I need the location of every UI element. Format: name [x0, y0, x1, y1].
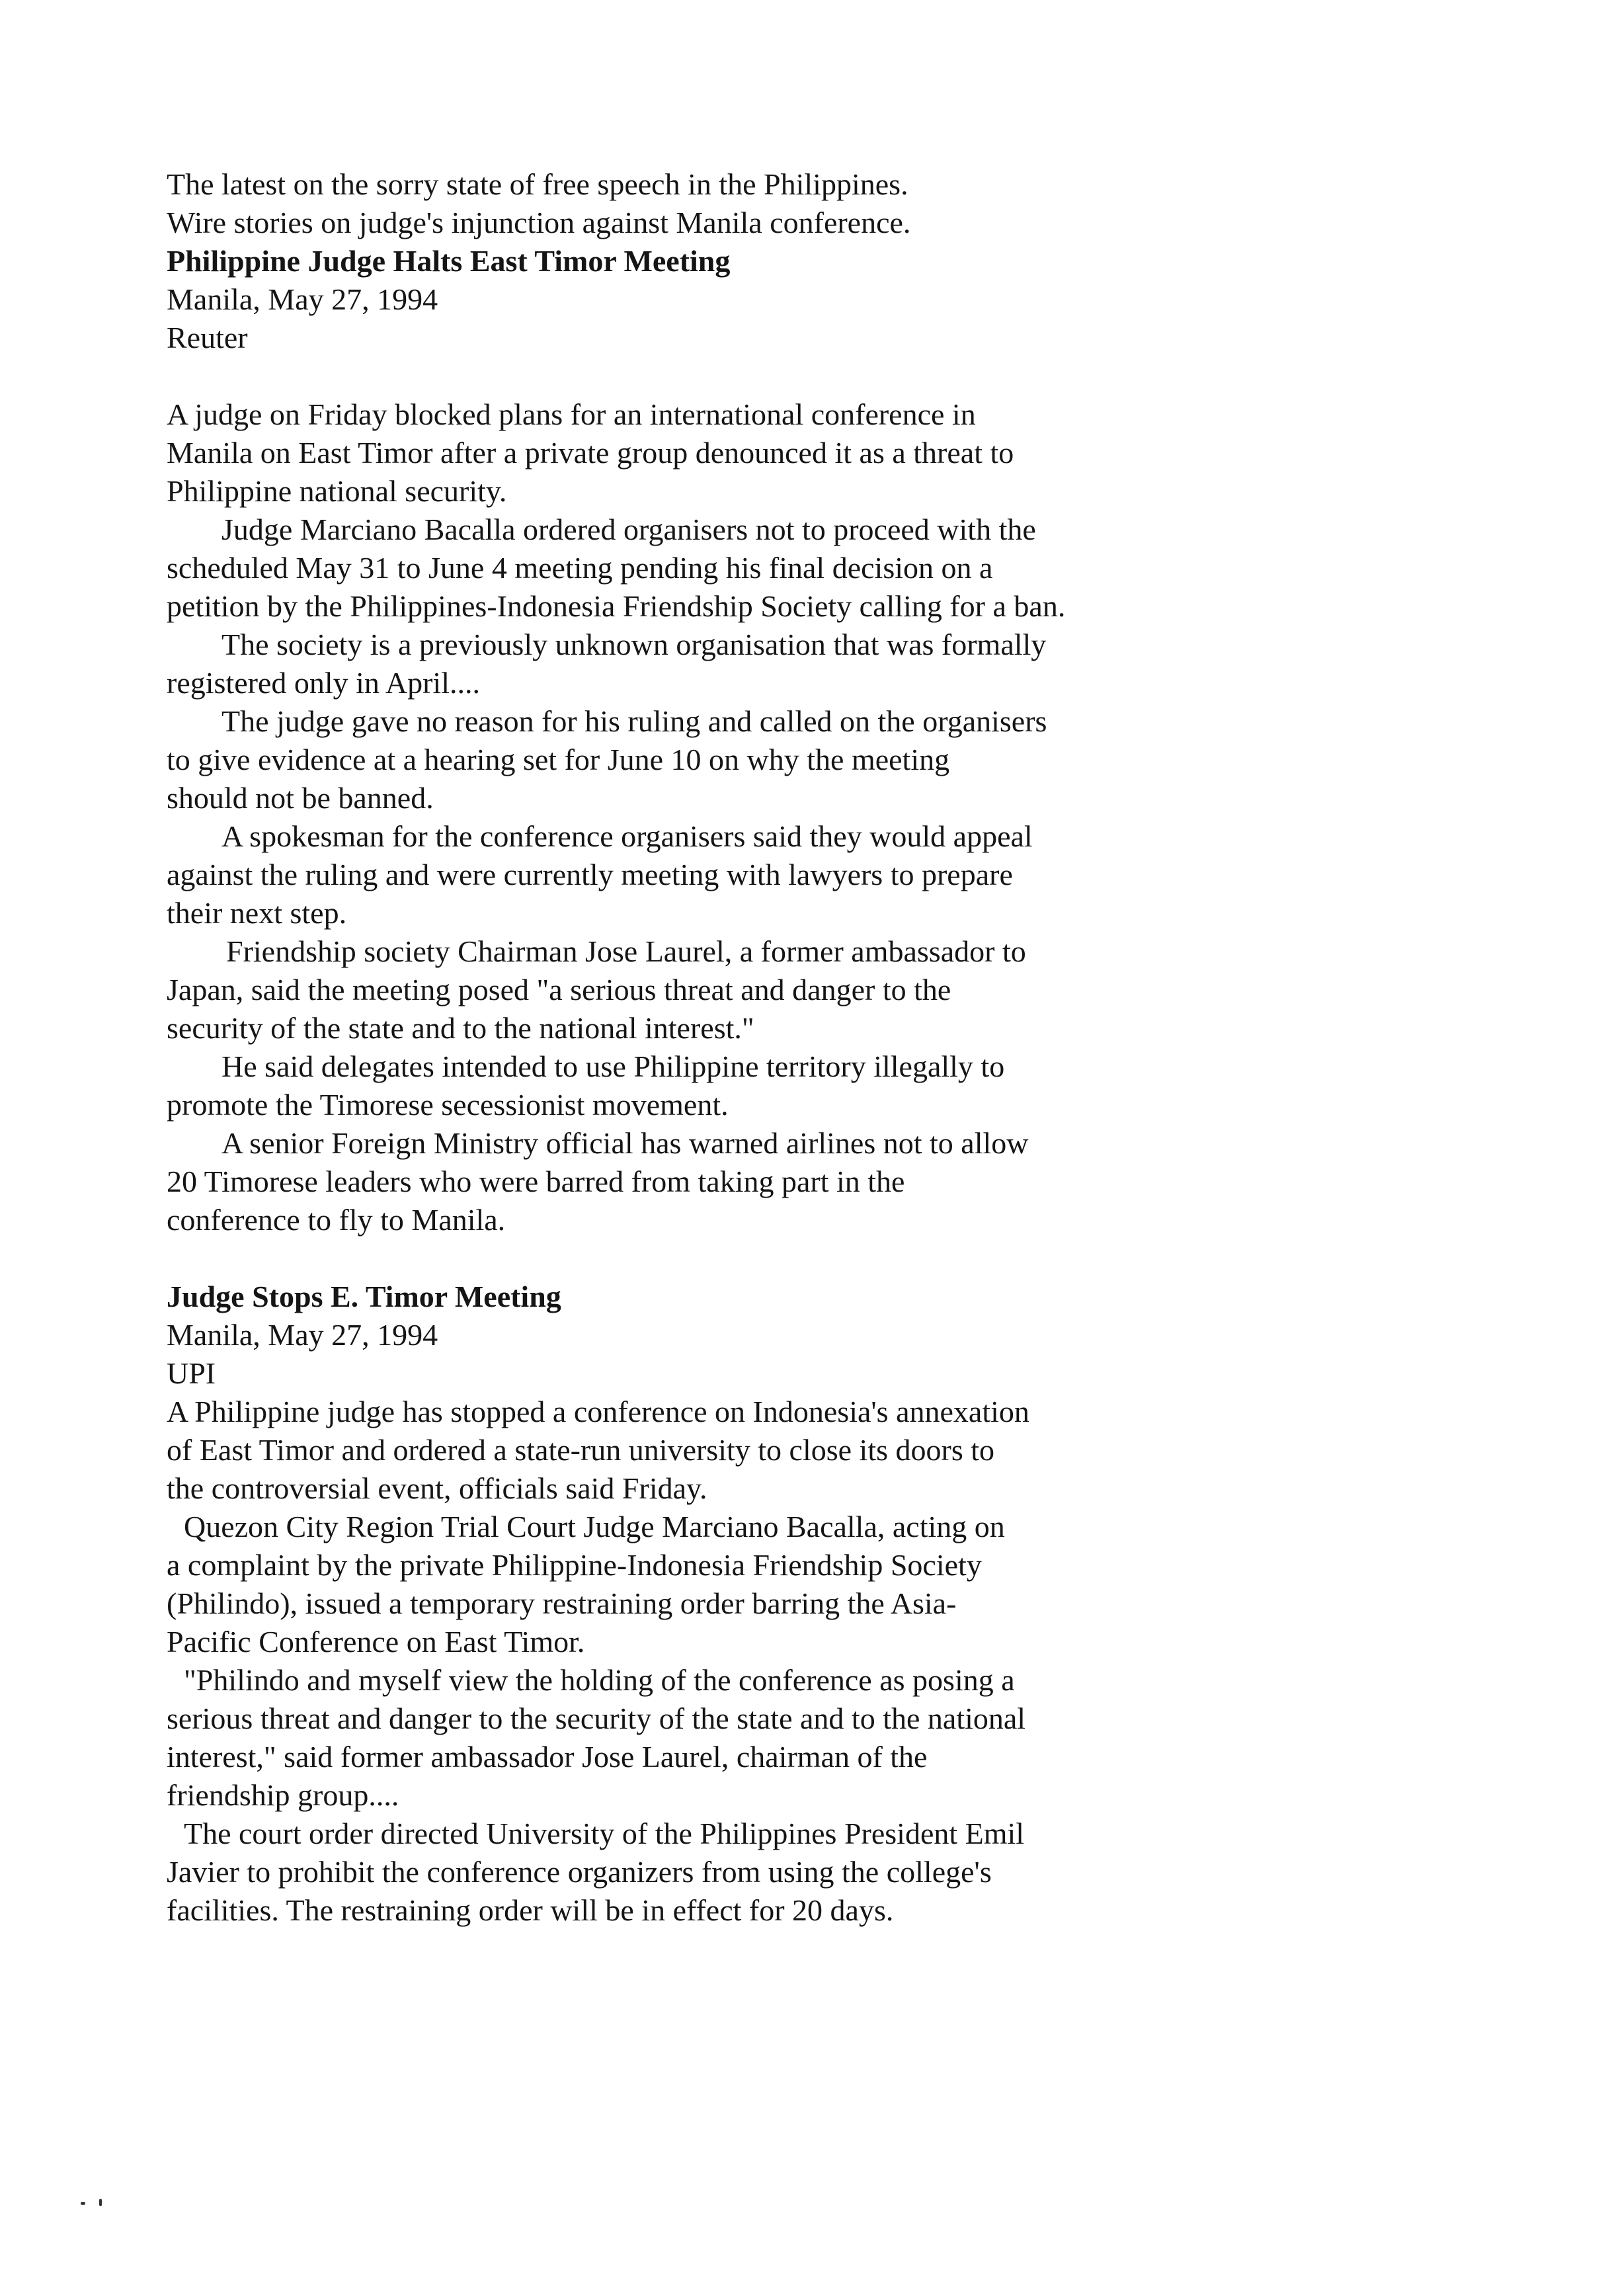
story1-dateline: Manila, May 27, 1994 — [167, 282, 438, 316]
story2-paragraph: Quezon City Region Trial Court Judge Marciano Bacalla, acting on a complaint by the private Philippine-Indonesia Friendship Society (Philindo), issued a temporary restraining order barring the Asia- Pacific Conference on East Timor. — [167, 1510, 1005, 1659]
intro-line: The latest on the sorry state of free speech in the Philippines. — [167, 167, 908, 201]
story1-source: Reuter — [167, 321, 248, 354]
story2-paragraph: "Philindo and myself view the holding of the conference as posing a serious threat and danger to the security of the state and to the national interest," said former ambassador Jose Laurel, chairman of the friendship group.... — [167, 1663, 1026, 1812]
intro-line: Wire stories on judge's injunction against Manila conference. — [167, 206, 911, 239]
story2-paragraph: The court order directed University of the Philippines President Emil Javier to prohibit the conference organizers from using the college's facilities. The restraining order will be in effect for 20 days. — [167, 1817, 1025, 1927]
document-page — [167, 165, 1410, 1930]
story2-headline: Judge Stops E. Timor Meeting — [167, 1280, 561, 1313]
story1-paragraph: He said delegates intended to use Philippine territory illegally to promote the Timorese secessionist movement. — [167, 1049, 1005, 1122]
story1-paragraph: Judge Marciano Bacalla ordered organisers not to proceed with the scheduled May 31 to June 4 meeting pending his final decision on a petition by the Philippines-Indonesia Friendship Society calling for a ban. — [167, 512, 1066, 623]
story1-paragraph: A judge on Friday blocked plans for an international conference in Manila on East Timor after a private group denounced it as a threat to Philippine national security. — [167, 397, 1014, 508]
story1-paragraph: Friendship society Chairman Jose Laurel, a former ambassador to Japan, said the meeting posed "a serious threat and danger to the security of the state and to the national interest." — [167, 934, 1026, 1045]
story1-paragraph: A spokesman for the conference organisers said they would appeal against the ruling and were currently meeting with lawyers to prepare their next step. — [167, 819, 1033, 930]
scan-speck — [81, 2199, 107, 2207]
story2-dateline: Manila, May 27, 1994 — [167, 1318, 438, 1352]
story2-paragraph: A Philippine judge has stopped a conference on Indonesia's annexation of East Timor and ordered a state-run university to close its doors to the controversial event, officials said Friday. — [167, 1395, 1029, 1505]
story1-paragraph: The society is a previously unknown organisation that was formally registered only in April.... — [167, 628, 1047, 700]
story1-paragraph: A senior Foreign Ministry official has warned airlines not to allow 20 Timorese leaders who were barred from taking part in the conference to fly to Manila. — [167, 1126, 1029, 1237]
story1-headline: Philippine Judge Halts East Timor Meeting — [167, 244, 731, 278]
story1-paragraph: The judge gave no reason for his ruling and called on the organisers to give evidence at a hearing set for June 10 on why the meeting should not be banned. — [167, 704, 1047, 815]
story2-source: UPI — [167, 1356, 216, 1390]
